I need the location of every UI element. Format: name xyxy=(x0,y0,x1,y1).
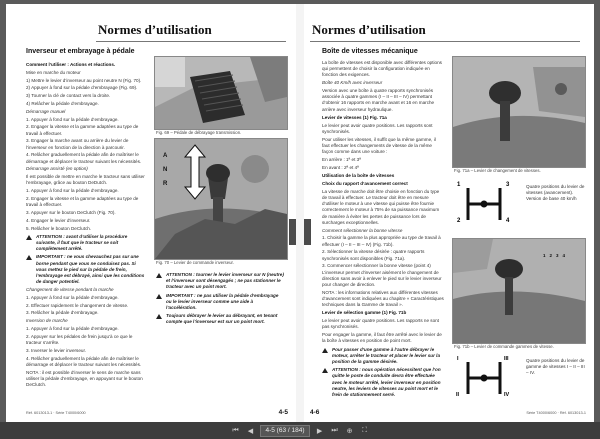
prev-page-icon[interactable]: ◀ xyxy=(247,427,254,435)
body-paragraph: 5. Relâcher le bouton DeClutch. xyxy=(26,225,92,231)
body-paragraph: 4. Engager le levier d’inverseur. xyxy=(26,217,91,223)
body-paragraph: 2. Effectuer rapidement le changement de vitesse. xyxy=(26,302,129,308)
warning-paragraph: Toujours débrayer le levier au débrayant, en tenant compte que l’inverseur est sur un point mort. xyxy=(156,313,284,325)
warning-paragraph: IMPORTANT : ne pas utiliser la pédale d’embrayage ou le levier inverseur comme une aide à l’accélération. xyxy=(156,293,284,312)
warning-paragraph: ATTENTION : tourner le levier inverseur sur N (neutre) et l’inverseur sont désengagés ; ne pas stationner le tracteur avec un point mort. xyxy=(156,272,284,291)
body-paragraph: 1. Appuyer à fond sur la pédale d’embrayage. xyxy=(26,116,119,122)
body-paragraph: 1. Appuyer à fond sur la pédale d’embrayage. xyxy=(26,325,119,331)
last-page-icon[interactable]: ⏭ xyxy=(331,426,338,434)
italic-subheading: Démarrage manuel xyxy=(26,108,66,114)
fig69-photo xyxy=(154,56,288,130)
body-paragraph: 3. Engager la marche avant ou arrière du levier de l’inverseur en fonction de la direction à parcourir. xyxy=(26,138,129,150)
body-paragraph: 3. Commencer sélectionner la bonne vitesse (point 4) L’inverseur permet d’inverser aisément le changement de direction sans avoir à enlever le pied sur le levier inverseur pour changer de direction. xyxy=(322,263,442,288)
knob-label-1: 1 xyxy=(543,253,546,258)
fig71b-caption: Fig. 71b – Levier de commande gammes de vitesse. xyxy=(454,344,554,349)
left-page xyxy=(6,4,296,422)
range-label-iii: III xyxy=(504,356,509,362)
warning-triangle-icon xyxy=(26,255,32,260)
shift-label-2: 2 xyxy=(457,218,461,224)
body-paragraph: 1) Mettre le levier d’inverseur au point neutre N (Fig. 70). xyxy=(26,77,142,83)
body-paragraph: 3. Relâcher la pédale d’embrayage. xyxy=(26,310,99,316)
body-paragraph: 3. Appuyer sur le bouton DeClutch (Fig. 70). xyxy=(26,209,116,215)
first-page-icon[interactable]: ⏮ xyxy=(232,426,239,434)
body-paragraph: Mise en marche du moteur xyxy=(26,69,81,75)
page-indicator[interactable]: 4-5 (63 / 184) xyxy=(260,425,309,437)
subheading: Levier de vitesses (1) Fig. 71a xyxy=(322,114,387,120)
body-paragraph: 2. Appuyer sur les pédales de frein jusqu’à ce que le tracteur s’arrête. xyxy=(26,333,133,345)
subheading: Choix du rapport d’avancement correct xyxy=(322,181,408,187)
right-footer: Série T4000/6000 · Réf. 6013013-1 xyxy=(526,411,586,415)
arrow-label-n: N xyxy=(163,167,168,173)
warning-triangle-icon xyxy=(156,273,162,278)
body-paragraph: En avant : 2ª et 4ª xyxy=(322,164,359,170)
title-rule xyxy=(310,41,580,42)
warning-triangle-icon xyxy=(322,348,328,353)
subheading: Utilisation de la boîte de vitesses xyxy=(322,172,395,178)
knob-label-3: 3 xyxy=(556,253,559,258)
fig70-caption: Fig. 70 – Levier de commande inverseur. xyxy=(156,260,234,265)
subheading: Comment l’utiliser : Actions et réactions. xyxy=(26,62,116,67)
right-page-number: 4-6 xyxy=(310,409,320,416)
body-paragraph: 1. Choisir la gamme la plus appropriée au type de travail à effectuer (I – II – III – IV) (Fig. 71b). xyxy=(322,235,441,247)
fig71b-photo xyxy=(452,238,586,344)
right-section-title: Boîte de vitesses mécanique xyxy=(322,48,418,55)
shift-label-4: 4 xyxy=(506,218,510,224)
zoom-icon[interactable]: ⊕ xyxy=(346,427,353,435)
knob-label-2: 2 xyxy=(549,253,553,258)
warning-paragraph: ATTENTION : nous opération nécessitent que l’on quitte le poste de conduite devra être effectuée avec le moteur arrêté, levier inverseur en position neutre, les leviers de vitesses au point mort et le frein de stationnement serré. xyxy=(322,367,444,398)
arrow-label-r: R xyxy=(163,181,168,187)
left-section-title: Inverseur et embrayage à pédale xyxy=(26,48,135,55)
left-footer: Réf. 6013013-1 · Série T4000/6000 xyxy=(26,411,86,415)
range-label-ii: II xyxy=(456,392,460,398)
body-paragraph: 2. Engager la vitesse et la gamme adaptées au type de travail à effectuer. xyxy=(26,124,139,136)
left-page-title: Normes d’utilisation xyxy=(98,22,212,37)
fig71a-caption: Fig. 71a – Levier de changement de vitesses. xyxy=(454,168,541,173)
body-paragraph: 1. Appuyer à fond sur la pédale d’embrayage. xyxy=(26,294,119,300)
body-paragraph: Le levier peut avoir quatre positions. Les rapports ne sont pas synchronisés. xyxy=(322,318,439,330)
body-paragraph: Version avec une boîte à quatre rapports synchronisés associée à quatre gammes (I – II – III – IV) permettant d’obtenir 16 rapports en marche avant et 16 en marche arrière avec inverseur hydraulique. xyxy=(322,88,435,112)
subheading: Levier de sélection gamme (1) Fig. 71b xyxy=(322,310,407,316)
direction-arrow-icon xyxy=(185,145,205,199)
body-paragraph: NOTA : les informations relatives aux différentes vitesses d’avancement sont indiquées au chapitre « Caractéristiques techniques dans la Gamme de travail ». xyxy=(322,289,444,308)
document-spread xyxy=(6,4,594,422)
fig70-photo xyxy=(154,138,288,260)
fig71a-photo xyxy=(452,56,586,168)
body-paragraph: 3) Tourner la clé de contact vers la droite. xyxy=(26,93,111,99)
shift-label-3: 3 xyxy=(506,182,510,188)
body-paragraph: 2) Appuyer à fond sur la pédale d’embrayage (Fig. 69). xyxy=(26,85,138,91)
warning-paragraph: ATTENTION : avant d’utiliser la procédure suivante, il faut que le tracteur se soit complètement arrêté. xyxy=(26,234,146,253)
warning-triangle-icon xyxy=(26,235,32,240)
warning-triangle-icon xyxy=(156,294,162,299)
warning-triangle-icon xyxy=(156,314,162,319)
body-paragraph: 1. Appuyer à fond sur la pédale d’embrayage. xyxy=(26,188,119,194)
body-paragraph: La boîte de vitesses est disponible avec différentes options qui permettent de choisir la configuration indiquée en fonction des exigences. xyxy=(322,60,442,78)
body-paragraph: 2. Engager la vitesse et la gamme adaptées au type de travail à effectuer. xyxy=(26,195,139,208)
range-label-iv: IV xyxy=(504,392,510,398)
warning-paragraph: IMPORTANT : ne vous chevauchez pas sur une borne pendant que vous ne conduisez pas. Si vous mettez le pied sur la pédale de frein, l’embrayage est débrayé, ainsi que les conditions de danger potentiel. xyxy=(26,254,146,285)
range-pattern-diagram xyxy=(454,354,514,402)
body-paragraph: 4. Relâcher graduellement la pédale afin de maîtriser le démarrage et déplacer le tracteur suivant les nécessités. xyxy=(26,355,142,367)
italic-subheading: Boîte 40 Km/h avec inverseur xyxy=(322,80,383,86)
warning-paragraph: Pour passer d’une gamme à l’autre débrayer le moteur, arrêter le tracteur et placer le levier sur la position de la gamme désirée. xyxy=(322,347,444,366)
next-page-icon[interactable]: ▶ xyxy=(316,427,323,435)
body-paragraph: En arrière : 1ª et 3ª xyxy=(322,156,361,162)
right-column-text xyxy=(322,60,444,400)
body-paragraph: La vitesse de marche doit être choisie en fonction du type de travail à effectuer. Le tracteur doit être en mesure d’utiliser le moteur à une vitesse qui puisse être fournie correctement le moteur à 75% de sa puissance maximum de manière à éviter les pertes de puissance lors de surcharges exceptionnelles. xyxy=(322,188,440,225)
arrow-label-a: A xyxy=(163,153,168,159)
shift-pattern-diagram xyxy=(454,180,514,228)
fig71a-note: Quatre positions du levier de vitesses (avancement). Version de base 40 km/h xyxy=(526,184,585,202)
body-paragraph: Il est possible de mettre en marche le tracteur sans utiliser l’embrayage, grâce au bouton DeDutch. xyxy=(26,174,145,186)
right-page xyxy=(304,4,594,422)
body-paragraph: Le levier peut avoir quatre positions. Les rapports sont synchronisés. xyxy=(322,122,433,134)
shift-label-1: 1 xyxy=(457,182,461,188)
italic-subheading: Inversion de marche xyxy=(26,318,68,324)
body-paragraph: 4) Relâcher la pédale d’embrayage. xyxy=(26,100,99,106)
left-column2-warnings xyxy=(156,270,284,327)
knob-label-4: 4 xyxy=(562,253,566,258)
range-label-i: I xyxy=(457,356,459,362)
italic-subheading: Changement de vitesse pendant la marche xyxy=(26,286,114,292)
body-paragraph: 2. Sélectionner la vitesse désirée : quatre rapports synchronisés sont disponibles (Fig. 71a). xyxy=(322,249,425,261)
knob-labels xyxy=(543,253,565,258)
body-paragraph: 4. Relâcher graduellement la pédale afin de maîtriser le démarrage et déplacer le tracteur suivant les nécessités. xyxy=(26,152,142,164)
page-gutter xyxy=(296,4,304,422)
warning-triangle-icon xyxy=(322,368,328,373)
fig69-caption: Fig. 69 – Pédale de débrayage transmission. xyxy=(156,130,242,135)
title-rule xyxy=(96,41,286,42)
viewer-toolbar xyxy=(0,422,600,439)
italic-subheading: Comment sélectionner la bonne vitesse xyxy=(322,227,403,233)
body-paragraph: Pour engager la gamme, il faut être arrêté avec le levier de la boîte à vitesses en position de point mort. xyxy=(322,332,442,344)
fullscreen-icon[interactable]: ⛶ xyxy=(362,426,367,434)
italic-subheading: Démarrage assisté (en option) xyxy=(26,166,88,172)
fig71b-note: Quatre positions du levier de gamme de vitesses I – II – III – IV. xyxy=(526,358,585,376)
body-paragraph: Pour utiliser les vitesses, il suffit que la même gamme, il faut effectuer les changements de vitesse de la même façon comme dans une voiture : xyxy=(322,136,436,155)
body-paragraph: NOTA : il est possible d’inverser le sens de marche sans utiliser la pédale d’embrayage, en appuyant sur le bouton DeClutch. xyxy=(26,369,143,387)
right-page-title: Normes d’utilisation xyxy=(312,22,426,37)
left-column-text xyxy=(26,60,146,390)
left-page-number: 4-5 xyxy=(278,409,288,416)
body-paragraph: 3. Inverser le levier inverseur. xyxy=(26,347,86,353)
